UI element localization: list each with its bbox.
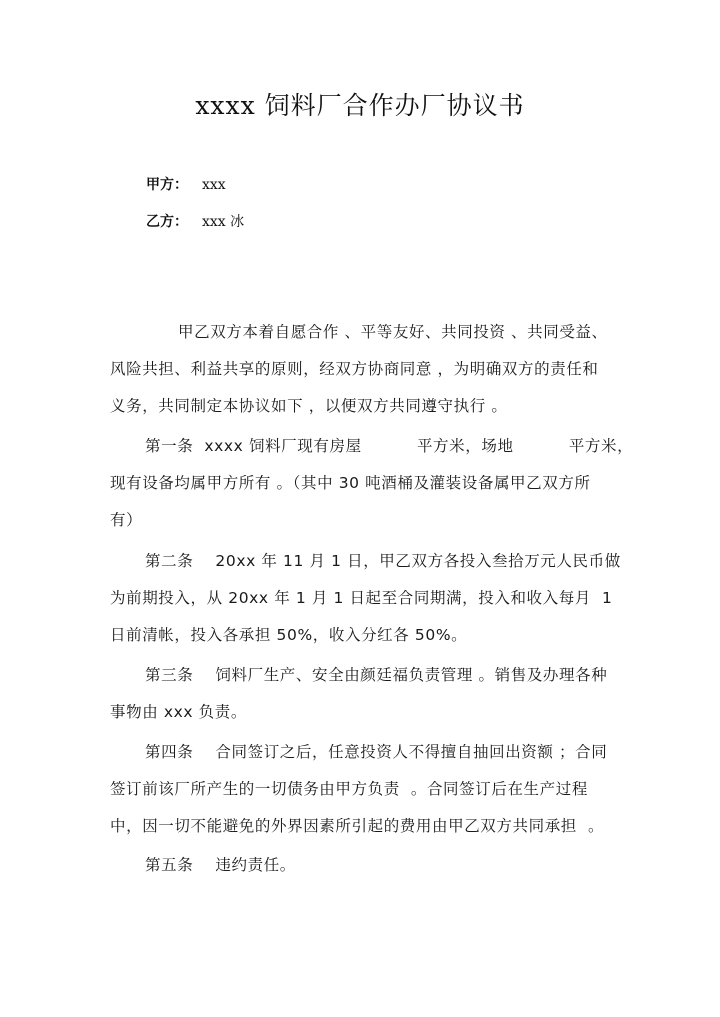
preamble-line-1: 甲乙双方本着自愿合作 、平等友好、共同投资 、共同受益、 <box>178 323 608 341</box>
article-4-line-1: 第四条 合同签订之后，任意投资人不得擅自抽回出资额 ；合同 <box>145 743 608 761</box>
party-b-value: xxx 冰 <box>202 214 245 230</box>
article-2-line-2: 为前期投入，从 20xx 年 1 月 1 日起至合同期满，投入和收入每月 1 <box>110 589 613 607</box>
party-a-label: 甲方： <box>146 177 188 193</box>
article-1-line-3: 有） <box>110 511 143 529</box>
article-3-line-1: 第三条 饲料厂生产、安全由颜廷福负责管理 。销售及办理各种 <box>145 666 608 684</box>
article-3-line-2: 事物由 xxx 负责。 <box>110 703 247 721</box>
document-title: xxxx 饲料厂合作办厂协议书 <box>195 91 525 120</box>
party-a-value: xxx <box>202 177 226 193</box>
preamble-line-2: 风险共担、利益共享的原则，经双方协商同意 ，为明确双方的责任和 <box>110 360 599 378</box>
party-b-label: 乙方： <box>146 214 188 230</box>
article-1-line-2: 现有设备均属甲方所有 。（其中 30 吨酒桶及灌装设备属甲乙双方所 <box>110 474 591 492</box>
party-a <box>146 174 226 194</box>
article-2-line-1: 第二条 20xx 年 11 月 1 日，甲乙双方各投入叁拾万元人民币做 <box>145 552 621 570</box>
preamble-line-3: 义务，共同制定本协议如下 ，以便双方共同遵守执行 。 <box>110 397 508 415</box>
article-5-line-1: 第五条 违约责任。 <box>145 856 296 874</box>
article-2-line-3: 日前清帐，投入各承担 50%，收入分红各 50%。 <box>110 626 468 644</box>
article-4-line-3: 中，因一切不能避免的外界因素所引起的费用由甲乙双方共同承担 。 <box>110 817 605 835</box>
article-4-line-2: 签订前该厂所产生的一切债务由甲方负责 。合同签订后在生产过程 <box>110 780 588 798</box>
party-b <box>146 211 244 231</box>
article-1-line-1: 第一条 xxxx 饲料厂现有房屋 平方米，场地 平方米， <box>145 437 634 455</box>
